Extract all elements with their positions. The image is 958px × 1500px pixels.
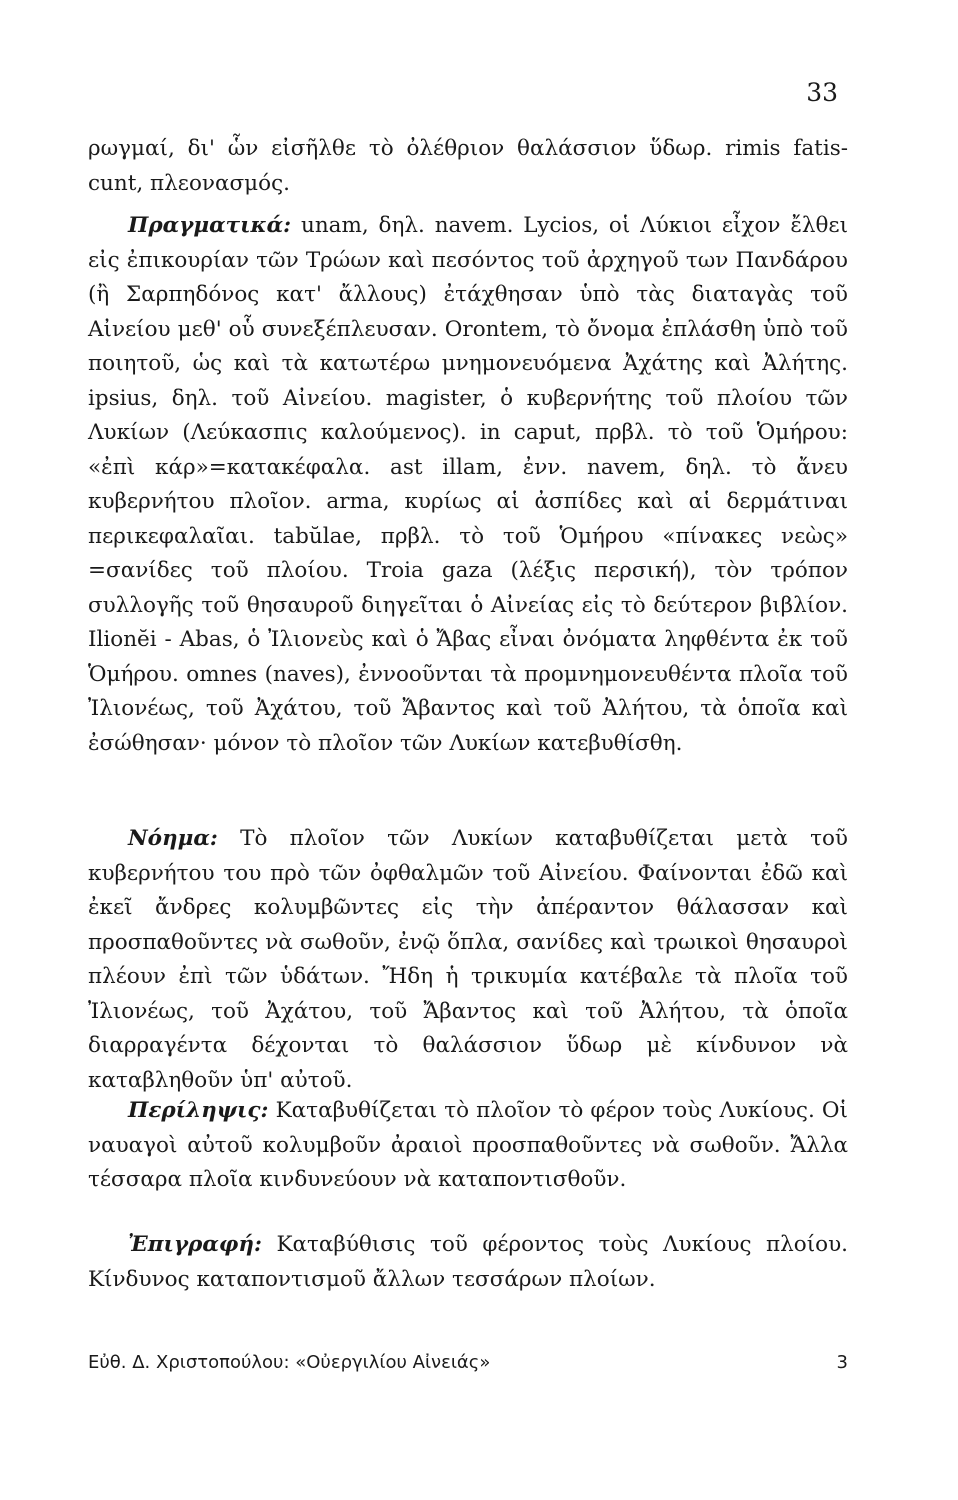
footer-source: Εὐθ. Δ. Χριστοπούλου: «Οὐεργιλίου Αἰνειάς»	[88, 1352, 491, 1373]
epigrafi-label: Ἐπιγραφή:	[128, 1232, 262, 1257]
noima-paragraph	[88, 822, 848, 1098]
page-footer	[88, 1352, 848, 1373]
intro-paragraph: ρωγμαί, δι' ὧν εἰσῆλθε τὸ ὀλέθριον θαλάσσιον ὕδωρ. rimis fatis-cunt, πλεονασμός.	[88, 136, 848, 196]
epigrafi-paragraph	[88, 1228, 848, 1297]
perilipsis-paragraph	[88, 1094, 848, 1198]
pragmatika-text: unam, δηλ. navem. Lycios, οἱ Λύκιοι εἶχον ἔλθει εἰς ἐπικουρίαν τῶν Τρώων καὶ πεσόντος τοῦ ἀρχηγοῦ των Πανδάρου (ἢ Σαρπηδόνος κατ' ἄλλους) ἐτάχθησαν ὑπὸ τὰς διαταγὰς τοῦ Αἰνείου μεθ' οὗ συνεξέπλευσαν. Orontem, τὸ ὄνομα ἐπλάσθη ὑπὸ τοῦ ποιητοῦ, ὡς καὶ τὰ κατωτέρω μνημονευόμενα Ἀχάτης καὶ Ἀλήτης. ipsius, δηλ. τοῦ Αἰνείου. magister, ὁ κυβερνήτης τοῦ πλοίου τῶν Λυκίων (Λεύκασπις καλούμενος). in caput, πρβλ. τὸ τοῦ Ὁμήρου: «ἐπὶ κάρ»=κατακέφαλα. ast illam, ἐνν. navem, δηλ. τὸ ἄνευ κυβερνήτου πλοῖον. arma, κυρίως αἱ ἀσπίδες καὶ αἱ δερμάτιναι περικεφαλαῖαι. tabŭlae, πρβλ. τὸ τοῦ Ὁμήρου «πίνακες νεὼς» =σανίδες τοῦ πλοίου. Troia gaza (λέξις περσική), τὸν τρόπον συλλογῆς τοῦ θησαυροῦ διηγεῖται ὁ Αἰνείας εἰς τὸ δεύτερον βιβλίον. Ilionĕi - Abas, ὁ Ἰλιονεὺς καὶ ὁ Ἄβας εἶναι ὀνόματα ληφθέντα ἐκ τοῦ Ὁμήρου. omnes (naves), ἐννοοῦνται τὰ προμνημονευθέντα πλοῖα τοῦ Ἰλιονέως, τοῦ Ἀχάτου, τοῦ Ἄβαντος καὶ τοῦ Ἀλήτου, τὰ ὁποῖα καὶ ἐσώθησαν· μόνον τὸ πλοῖον τῶν Λυκίων κατεβυθίσθη.	[88, 213, 848, 756]
epigrafi-text: Καταβύθισις τοῦ φέροντος τοὺς Λυκίους πλοίου. Κίνδυνος καταποντισμοῦ ἄλλων τεσσάρων πλοίων.	[88, 1232, 848, 1292]
pragmatika-paragraph	[88, 209, 848, 761]
commentary-block-4	[88, 1228, 848, 1297]
commentary-block-3	[88, 1094, 848, 1198]
perilipsis-text: Καταβυθίζεται τὸ πλοῖον τὸ φέρον τοὺς Λυκίους. Οἱ ναυαγοὶ αὐτοῦ κολυμβοῦν ἀραιοὶ προσπαθοῦντες νὰ σωθοῦν. Ἄλλα τέσσαρα πλοῖα κινδυνεύουν νὰ καταποντισθοῦν.	[88, 1098, 848, 1192]
commentary-block-1	[88, 132, 848, 761]
noima-label: Νόημα:	[128, 826, 218, 851]
footer-mark: 3	[836, 1352, 848, 1373]
page-number: 33	[806, 78, 838, 107]
commentary-block-2	[88, 822, 848, 1098]
perilipsis-label: Περίληψις:	[128, 1098, 269, 1123]
pragmatika-label: Πραγματικά:	[128, 213, 292, 238]
noima-text: Τὸ πλοῖον τῶν Λυκίων καταβυθίζεται μετὰ τοῦ κυβερνήτου του πρὸ τῶν ὀφθαλμῶν τοῦ Αἰνείου. Φαίνονται ἐδῶ καὶ ἐκεῖ ἄνδρες κολυμβῶντες εἰς τὴν ἀπέραντον θάλασσαν καὶ προσπαθοῦντες νὰ σωθοῦν, ἐνῷ ὅπλα, σανίδες καὶ τρωικοὶ θησαυροὶ πλέουν ἐπὶ τῶν ὑδάτων. Ἤδη ἡ τρικυμία κατέβαλε τὰ πλοῖα τοῦ Ἰλιονέως, τοῦ Ἀχάτου, τοῦ Ἄβαντος καὶ τοῦ Ἀλήτου, τὰ ὁποῖα διαρραγέντα δέχονται τὸ θαλάσσιον ὕδωρ μὲ κίνδυνον νὰ καταβληθοῦν ὑπ' αὐτοῦ.	[88, 826, 848, 1093]
